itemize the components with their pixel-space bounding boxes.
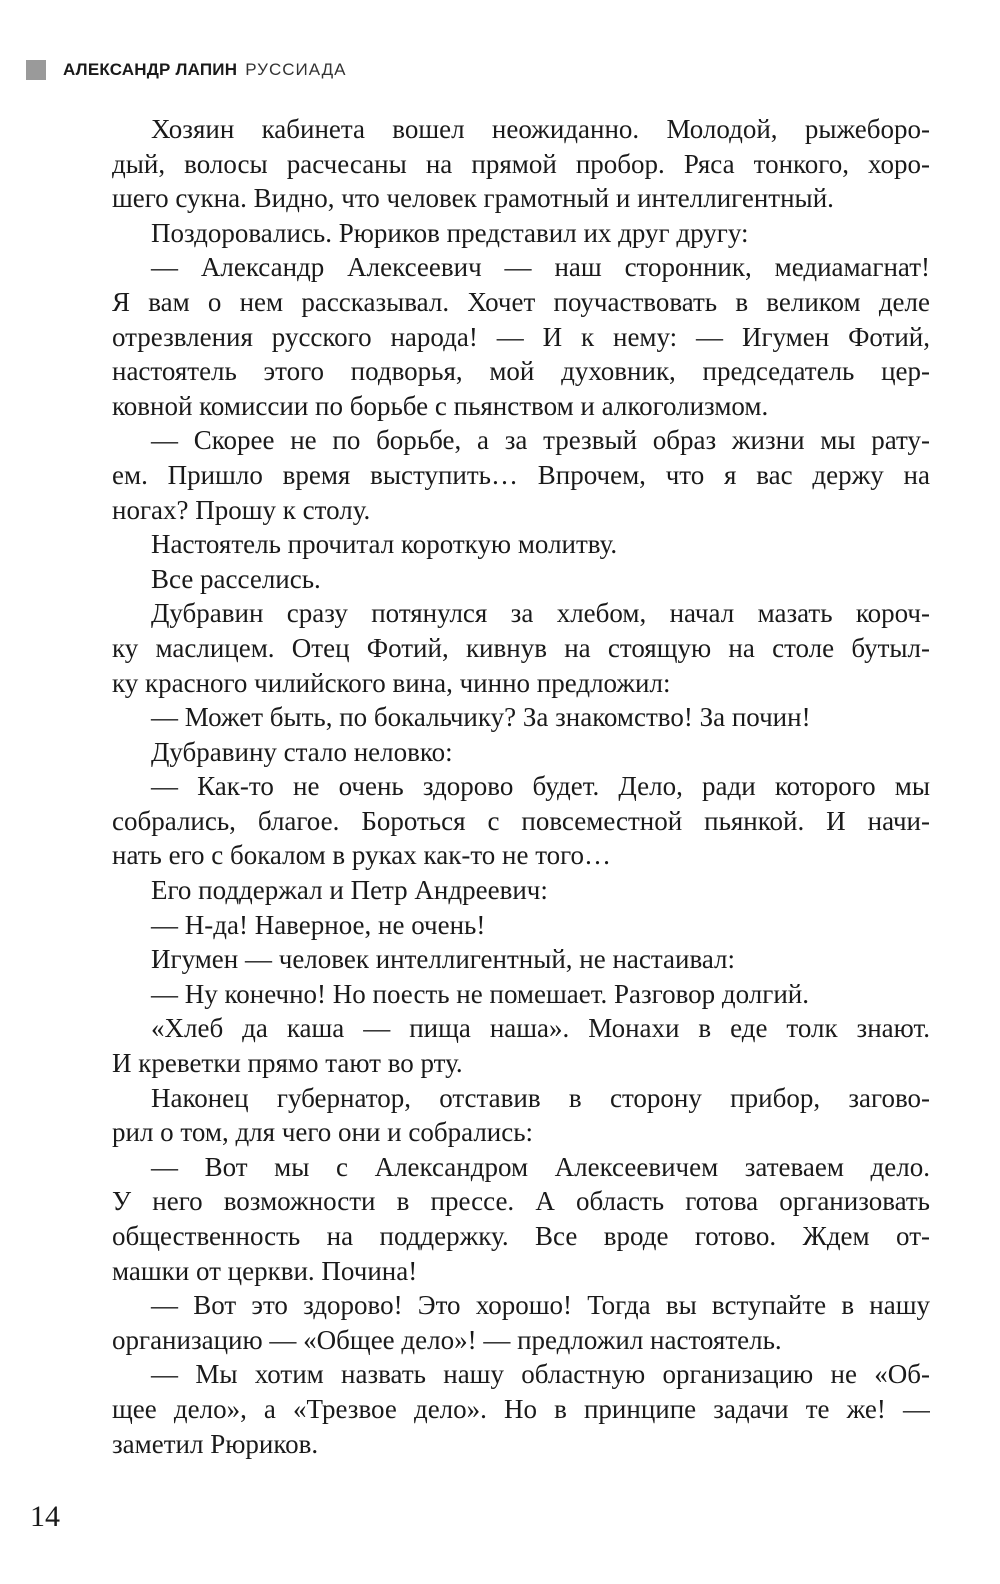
text-line: заметил Рюриков.: [112, 1428, 319, 1459]
text-line: — Как-то не очень здорово будет. Дело, ради которого мы: [151, 771, 930, 802]
text-line: — Скорее не по борьбе, а за трезвый образ жизни мы рату-: [151, 425, 930, 456]
text-line: ку маслицем. Отец Фотий, кивнув на стоящую на столе бутыл-: [112, 632, 930, 663]
text-line: машки от церкви. Почина!: [112, 1255, 418, 1286]
text-line: настоятель этого подворья, мой духовник, председатель цер-: [112, 356, 930, 387]
header-book-title: РУССИАДА: [245, 60, 347, 79]
text-line: — Ну конечно! Но поесть не помешает. Разговор долгий.: [151, 978, 809, 1009]
text-line: — Вот мы с Александром Алексеевичем затеваем дело.: [151, 1151, 930, 1182]
text-line: ковной комиссии по борьбе с пьянством и алкоголизмом.: [112, 390, 769, 421]
page-number: 14: [30, 1500, 60, 1533]
text-line: — Александр Алексеевич — наш сторонник, медиамагнат!: [151, 252, 930, 283]
text-line: нать его с бокалом в руках как-то не того…: [112, 840, 612, 871]
text-line: Хозяин кабинета вошел неожиданно. Молодой, рыжеборо-: [151, 114, 930, 144]
text-line: Я вам о нем рассказывал. Хочет поучаствовать в великом деле: [112, 286, 930, 317]
text-line: ногах? Прошу к столу.: [112, 494, 371, 525]
text-line: отрезвления русского народа! — И к нему: — Игумен Фотий,: [112, 321, 930, 352]
text-line: ку красного чилийского вина, чинно предложил:: [112, 667, 671, 698]
text-line: У него возможности в прессе. А область готова организовать: [112, 1186, 930, 1217]
text-line: Дубравину стало неловко:: [151, 736, 453, 767]
text-line: — Мы хотим назвать нашу областную организацию не «Об-: [151, 1359, 930, 1390]
text-line: — Может быть, по бокальчику? За знакомство! За почин!: [151, 702, 811, 733]
text-line: Дубравин сразу потянулся за хлебом, начал мазать короч-: [151, 598, 930, 629]
text-line: дый, волосы расчесаны на прямой пробор. Ряса тонкого, хоро-: [112, 148, 930, 179]
text-line: Наконец губернатор, отставив в сторону прибор, загово-: [151, 1082, 930, 1113]
text-line: — Н-да! Наверное, не очень!: [151, 909, 486, 940]
text-line: шего сукна. Видно, что человек грамотный и интеллигентный.: [112, 183, 834, 214]
text-line: общественность на поддержку. Все вроде готово. Ждем от-: [112, 1221, 930, 1251]
text-line: Игумен — человек интеллигентный, не настаивал:: [151, 944, 736, 975]
text-line: организацию — «Общее дело»! — предложил настоятель.: [112, 1324, 782, 1355]
body-text: [112, 112, 930, 1461]
text-line: «Хлеб да каша — пища наша». Монахи в еде толк знают.: [151, 1013, 930, 1044]
text-line: Его поддержал и Петр Андреевич:: [151, 875, 548, 906]
text-line: рил о том, для чего они и собрались:: [112, 1117, 534, 1148]
text-line: Настоятель прочитал короткую молитву.: [151, 529, 618, 560]
text-line: собрались, благое. Бороться с повсеместной пьянкой. И начи-: [112, 805, 930, 836]
text-line: щее дело», а «Трезвое дело». Но в принципе задачи те же! —: [112, 1393, 930, 1424]
header-square-icon: [26, 60, 46, 80]
text-line: ем. Пришло время выступить… Впрочем, что я вас держу на: [112, 459, 930, 490]
running-header: [26, 56, 346, 84]
text-line: — Вот это здорово! Это хорошо! Тогда вы вступайте в нашу: [151, 1290, 930, 1321]
text-line: Поздоровались. Рюриков представил их друг другу:: [151, 217, 749, 248]
text-line: И креветки прямо тают во рту.: [112, 1048, 463, 1079]
header-author: АЛЕКСАНДР ЛАПИН: [63, 60, 238, 79]
text-line: Все расселись.: [151, 563, 321, 594]
